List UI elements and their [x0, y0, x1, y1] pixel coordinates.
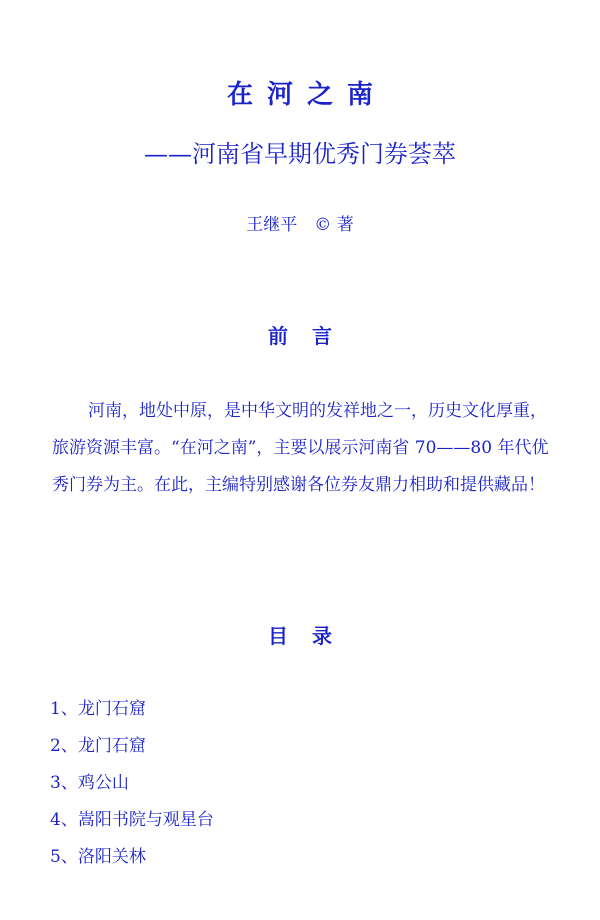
preface-heading: 前言	[268, 324, 356, 348]
toc-item-1[interactable]: 1、龙门石窟	[50, 699, 146, 719]
toc-item-5[interactable]: 5、洛阳关林	[50, 847, 146, 867]
toc-item-3[interactable]: 3、鸡公山	[50, 773, 129, 793]
preface-paragraph: 河南，地处中原，是中华文明的发祥地之一，历史文化厚重，旅游资源丰富。“在河之南”，主要以展示河南省 70——80 年代优秀门券为主。在此，主编特别感谢各位券友鼎力相助和提供藏品！	[52, 401, 549, 495]
document-title: 在河之南	[226, 80, 387, 110]
document-subtitle: ——河南省早期优秀门券荟萃	[144, 140, 456, 168]
toc-item-4[interactable]: 4、嵩阳书院与观星台	[50, 810, 214, 830]
author-line: 王继平 © 著	[246, 215, 354, 235]
toc-item-2[interactable]: 2、龙门石窟	[50, 736, 146, 756]
toc-heading: 目录	[268, 624, 356, 648]
toc-list	[50, 694, 214, 879]
